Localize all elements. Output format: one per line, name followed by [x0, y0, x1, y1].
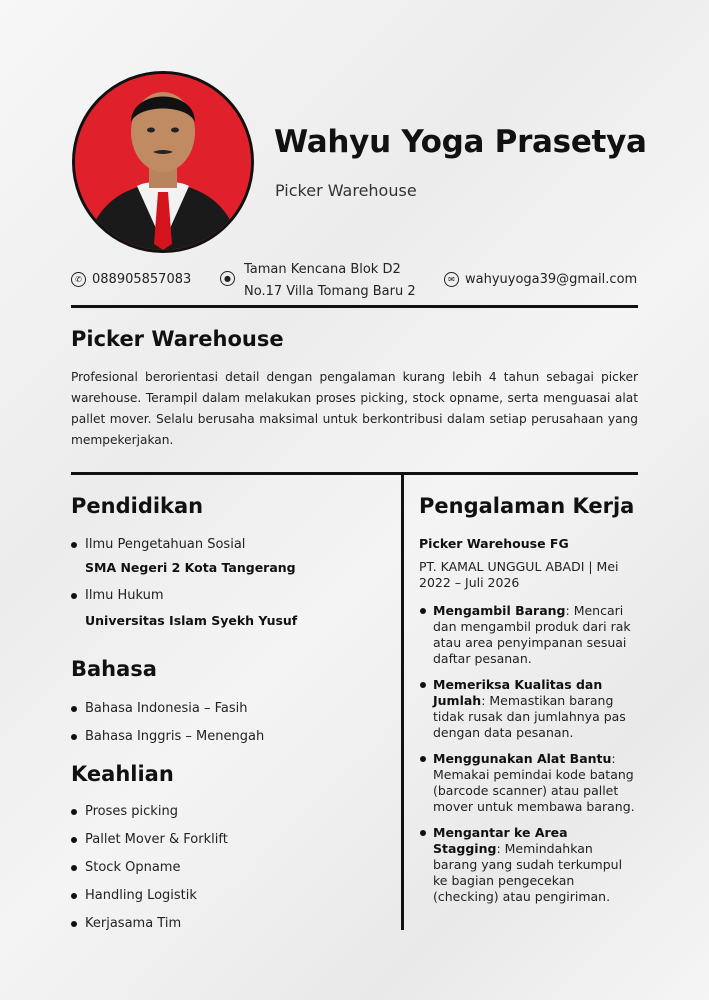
education-major-1: Ilmu Pengetahuan Sosial: [71, 536, 391, 554]
profile-photo: [72, 71, 254, 253]
experience-title: Pengalaman Kerja: [419, 494, 635, 518]
phone-icon: ✆: [71, 272, 86, 287]
duty-text: : Memakai pemindai kode batang (barcode scanner) atau pallet mover untuk membawa barang.: [433, 751, 635, 814]
skill-item: Stock Opname: [71, 859, 391, 877]
duty-text: : Mencari dan mengambil produk dari rak atau area penyimpanan sesuai daftar pesanan.: [433, 603, 631, 666]
phone-number: 088905857083: [92, 272, 192, 287]
education-school-1: SMA Negeri 2 Kota Tangerang: [85, 560, 296, 575]
skill-item: Handling Logistik: [71, 887, 391, 905]
contact-address: [220, 259, 416, 303]
skill-item: Kerjasama Tim: [71, 915, 391, 933]
education-list: [71, 536, 391, 628]
divider-top: [71, 305, 638, 308]
mail-icon: ✉: [444, 272, 459, 287]
languages-list: [71, 700, 391, 746]
skill-item: Pallet Mover & Forklift: [71, 831, 391, 849]
duty-item: [419, 825, 639, 905]
job-company: PT. KAMAL UNGGUL ABADI | Mei 2022 – Juli 2026: [419, 559, 619, 590]
languages-title: Bahasa: [71, 657, 157, 681]
divider-middle: [71, 472, 638, 475]
education-school-2: Universitas Islam Syekh Yusuf: [85, 613, 298, 628]
portrait-illustration: [75, 74, 251, 250]
duty-item: [419, 603, 639, 667]
skill-item: Proses picking: [71, 803, 391, 821]
candidate-role: Picker Warehouse: [275, 181, 417, 200]
language-item: Bahasa Indonesia – Fasih: [71, 700, 391, 718]
job-title: Picker Warehouse FG: [419, 536, 569, 551]
education-title: Pendidikan: [71, 494, 204, 518]
duty-title: Menggunakan Alat Bantu: [433, 751, 612, 766]
address-line-1: Taman Kencana Blok D2: [244, 262, 401, 277]
profile-title: Picker Warehouse: [71, 327, 284, 351]
email-address: wahyuyoga39@gmail.com: [465, 272, 638, 287]
address-line-2: No.17 Villa Tomang Baru 2: [244, 284, 416, 299]
duty-item: [419, 677, 639, 741]
duty-text: : Memastikan barang tidak rusak dan jumlahnya pas dengan data pesanan.: [433, 693, 626, 740]
duty-item: [419, 751, 639, 815]
duty-title: Mengambil Barang: [433, 603, 566, 618]
duty-list: [419, 603, 639, 905]
column-divider: [401, 474, 404, 930]
candidate-name: Wahyu Yoga Prasetya: [274, 124, 647, 160]
duty-text: : Memindahkan barang yang sudah terkumpul ke bagian pengecekan (checking) atau pengiriman.: [433, 841, 623, 904]
language-item: Bahasa Inggris – Menengah: [71, 728, 391, 746]
experience-block: [419, 536, 639, 915]
education-major-2: Ilmu Hukum: [71, 587, 391, 605]
contact-phone[interactable]: [71, 272, 191, 287]
profile-summary: Profesional berorientasi detail dengan pengalaman kurang lebih 4 tahun sebagai picker warehouse. Terampil dalam melakukan proses picking, stock opname, serta menguasai alat pallet mover. Selalu berusaha maksimal untuk berkontribusi dalam setiap perusahaan yang mempekerjakan.: [71, 370, 638, 447]
duty-title: Memeriksa Kualitas dan Jumlah: [433, 677, 603, 708]
contact-email[interactable]: [444, 272, 637, 287]
skills-list: [71, 803, 391, 933]
duty-title: Mengantar ke Area Stagging: [433, 825, 568, 856]
location-pin-icon: ●: [220, 271, 235, 286]
skills-title: Keahlian: [71, 762, 174, 786]
